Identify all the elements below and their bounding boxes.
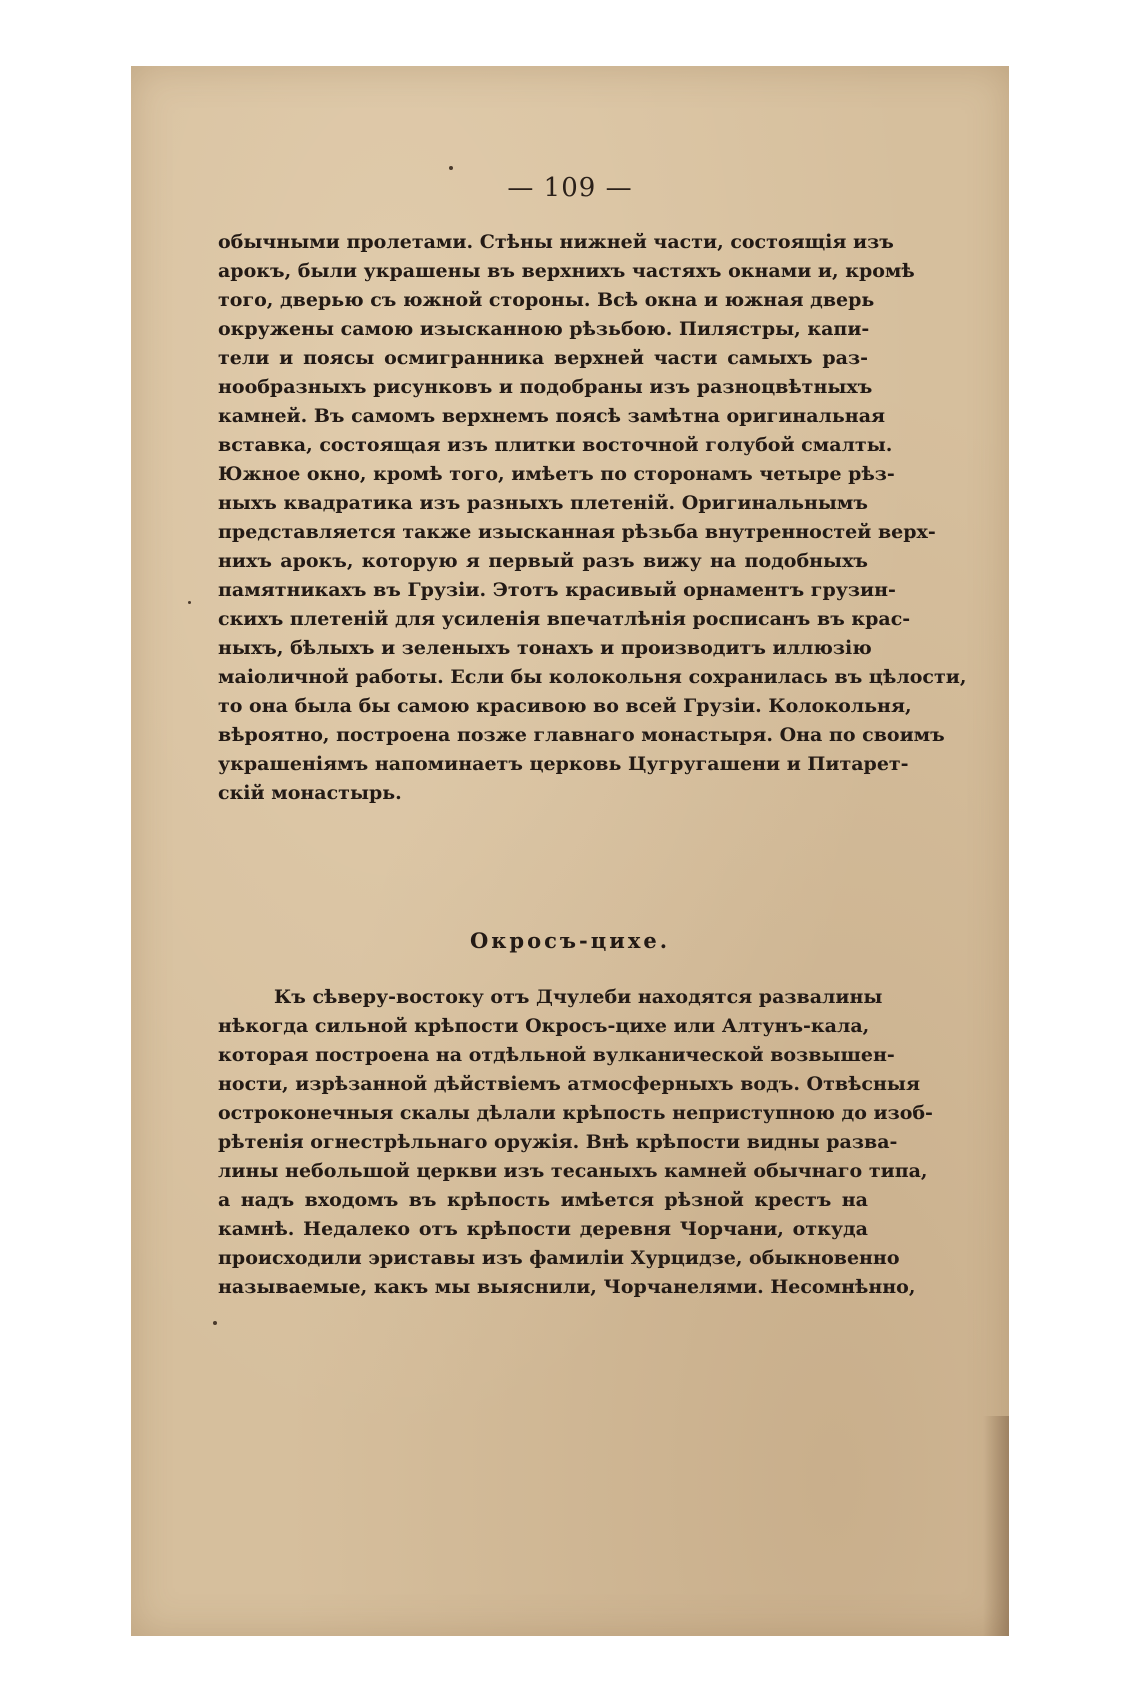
text-line: тели и поясы осмигранника верхней части самыхъ раз- <box>218 347 868 369</box>
text-line: рѣтенія огнестрѣльнаго оружія. Внѣ крѣпости видны разва- <box>218 1131 898 1153</box>
text-line: окружены самою изысканною рѣзьбою. Пилястры, капи- <box>218 318 870 340</box>
text-line: которая построена на отдѣльной вулканической возвышен- <box>218 1044 895 1066</box>
text-line: лины небольшой церкви изъ тесаныхъ камней обычнаго типа, <box>218 1160 928 1182</box>
text-line: Южное окно, кромѣ того, имѣетъ по сторонамъ четыре рѣз- <box>218 463 895 485</box>
text-line: скихъ плетеній для усиленія впечатлѣнія росписанъ въ крас- <box>218 608 911 630</box>
text-line: представляется также изысканная рѣзьба внутренностей верх- <box>218 521 936 543</box>
stray-ink-dot <box>213 1321 217 1325</box>
scanned-page <box>131 66 1009 1636</box>
text-line: происходили эриставы изъ фамиліи Хурцидзе, обыкновенно <box>218 1247 900 1269</box>
text-line: вставка, состоящая изъ плитки восточной голубой смалты. <box>218 434 893 456</box>
paragraph-1 <box>218 228 967 808</box>
text-line: скій монастырь. <box>218 782 402 804</box>
text-line: арокъ, были украшены въ верхнихъ частяхъ окнами и, кромѣ <box>218 260 915 282</box>
text-line: камнѣ. Недалеко отъ крѣпости деревня Чорчани, откуда <box>218 1218 868 1240</box>
text-line: украшеніямъ напоминаетъ церковь Цугругашени и Питарет- <box>218 753 909 775</box>
text-line: а надъ входомъ въ крѣпость имѣется рѣзной крестъ на <box>218 1189 868 1211</box>
page-number: — 109 — <box>507 173 633 203</box>
text-line: памятникахъ въ Грузіи. Этотъ красивый орнаментъ грузин- <box>218 579 896 601</box>
stray-ink-dot <box>188 601 191 604</box>
text-line: остроконечныя скалы дѣлали крѣпость неприступною до изоб- <box>218 1102 933 1124</box>
text-line: то она была бы самою красивою во всей Грузіи. Колокольня, <box>218 695 912 717</box>
text-line: обычными пролетами. Стѣны нижней части, состоящія изъ <box>218 231 894 253</box>
section-heading: Окросъ-цихе. <box>469 928 671 953</box>
paragraph-2 <box>218 983 933 1302</box>
text-line: маіоличной работы. Если бы колокольня сохранилась въ цѣлости, <box>218 666 967 688</box>
text-line: ныхъ, бѣлыхъ и зеленыхъ тонахъ и производитъ иллюзію <box>218 637 872 659</box>
text-line: нихъ арокъ, которую я первый разъ вижу на подобныхъ <box>218 550 868 572</box>
page-edge-wear <box>983 1416 1009 1636</box>
text-line: того, дверью съ южной стороны. Всѣ окна и южная дверь <box>218 289 875 311</box>
text-line: называемые, какъ мы выяснили, Чорчанелями. Несомнѣнно, <box>218 1276 916 1298</box>
text-line: нѣкогда сильной крѣпости Окросъ-цихе или Алтунъ-кала, <box>218 1015 870 1037</box>
text-line: ныхъ квадратика изъ разныхъ плетеній. Оригинальнымъ <box>218 492 868 514</box>
text-line: нообразныхъ рисунковъ и подобраны изъ разноцвѣтныхъ <box>218 376 873 398</box>
text-line: камней. Въ самомъ верхнемъ поясѣ замѣтна оригинальная <box>218 405 886 427</box>
text-line: Къ сѣверу-востоку отъ Дчулеби находятся развалины <box>274 986 883 1008</box>
text-line: вѣроятно, построена позже главнаго монастыря. Она по своимъ <box>218 724 945 746</box>
text-line: ности, изрѣзанной дѣйствіемъ атмосферныхъ водъ. Отвѣсныя <box>218 1073 920 1095</box>
stray-ink-dot <box>449 166 453 170</box>
